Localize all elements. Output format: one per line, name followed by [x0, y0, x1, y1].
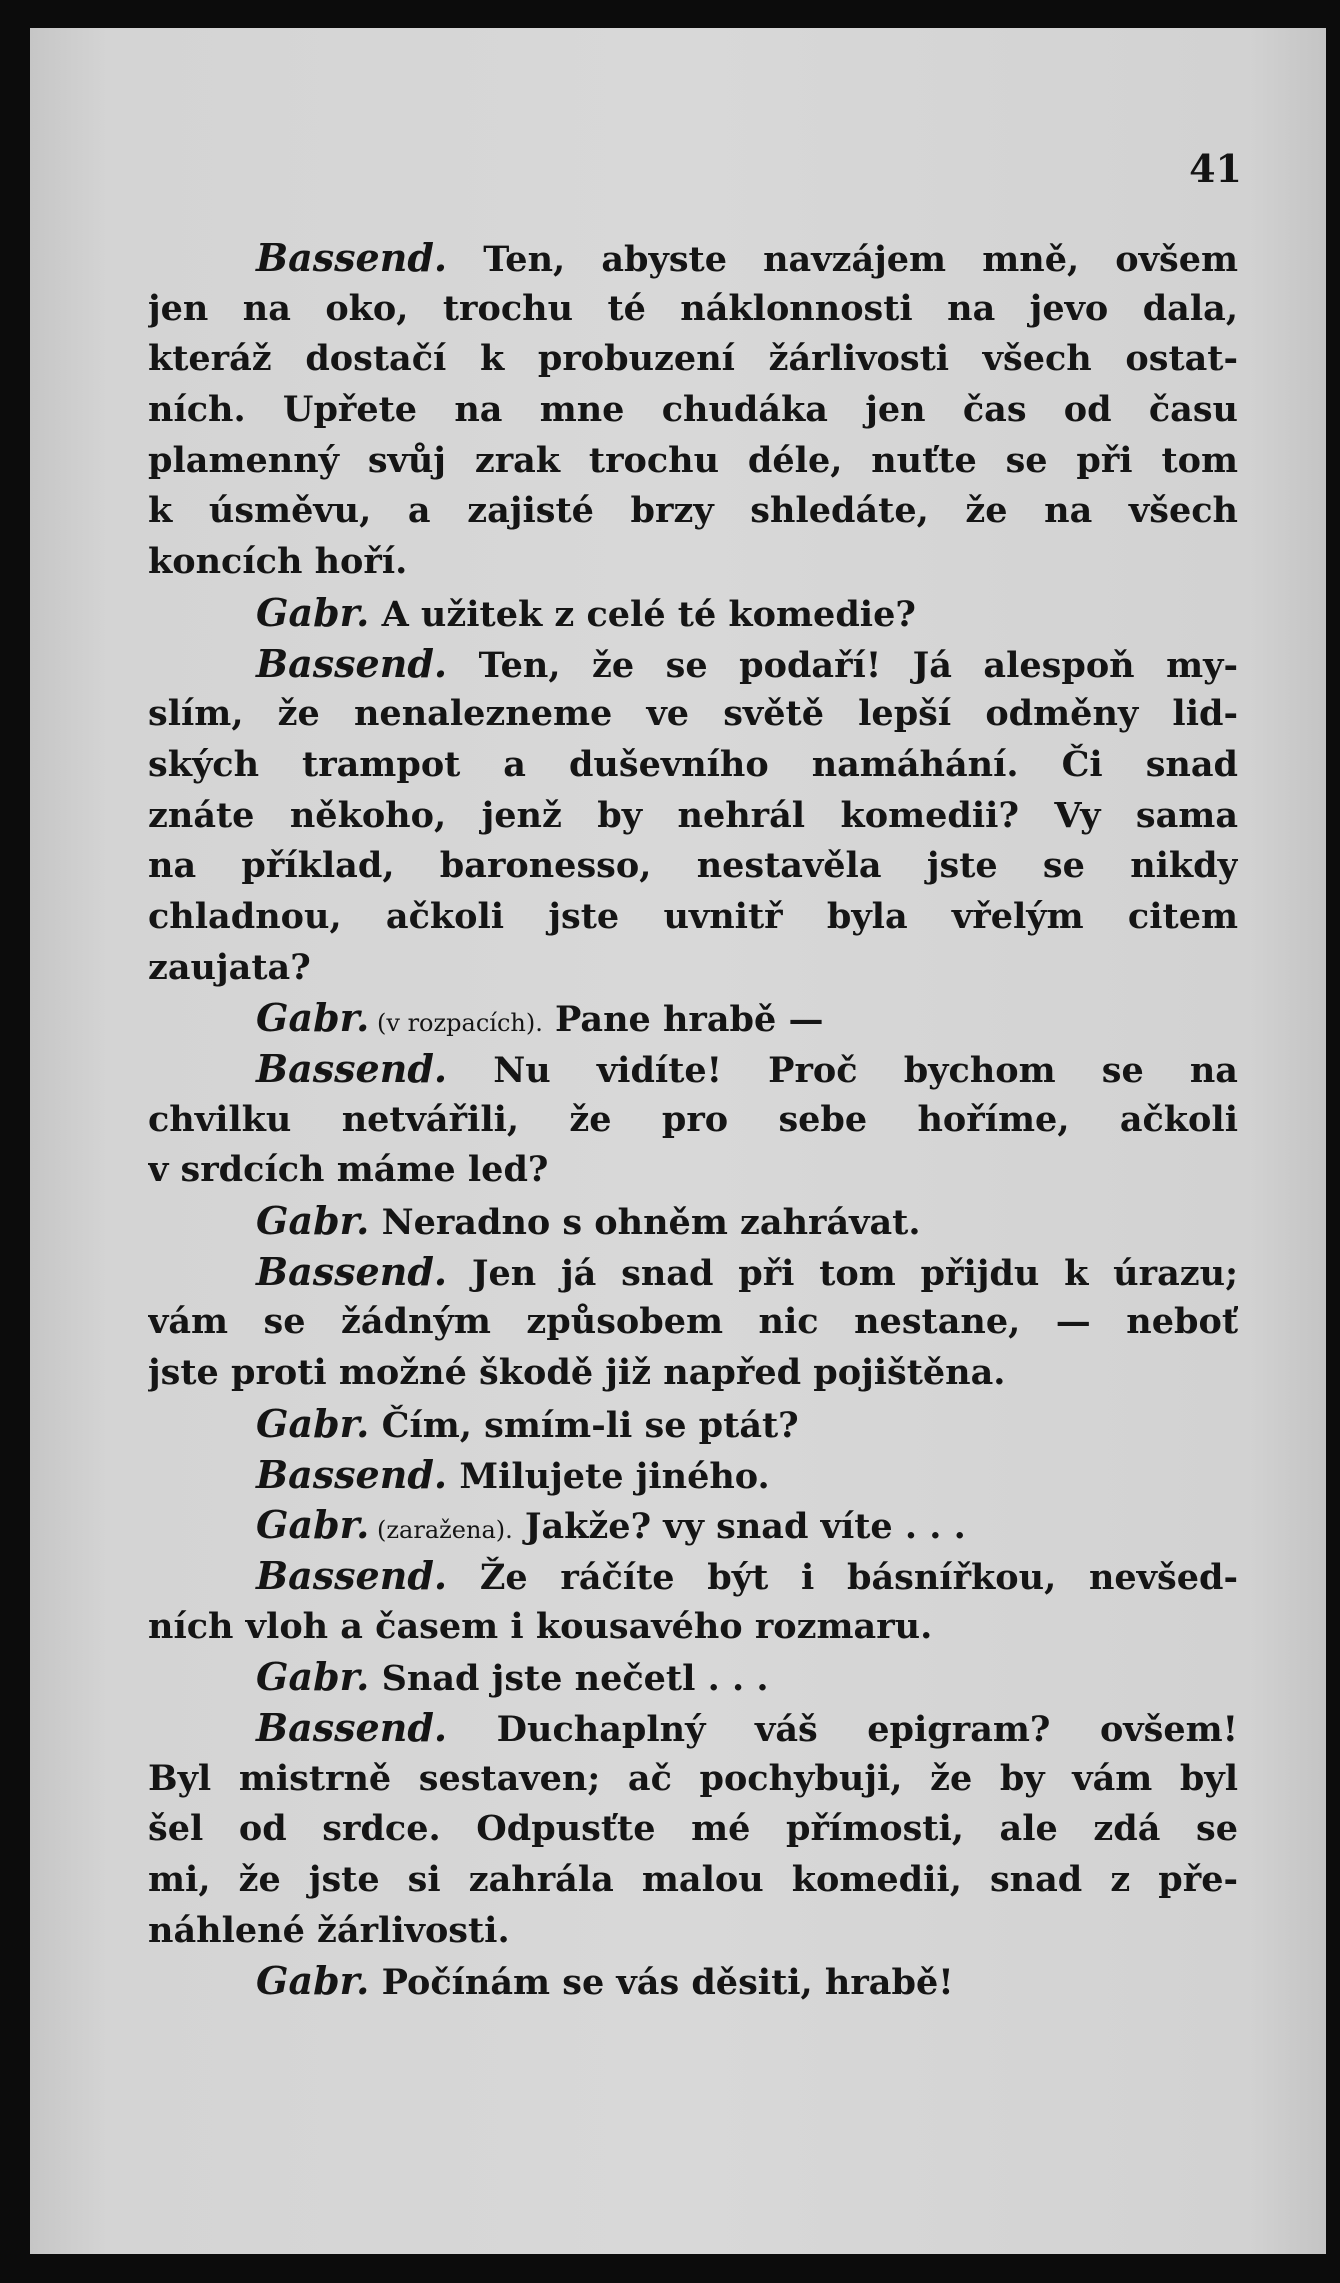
page-number: 41 [1189, 146, 1242, 191]
text-line [148, 1602, 1238, 1653]
speech-line [148, 1652, 1238, 1703]
line-text: Jakže? vy snad víte . . . [512, 1506, 966, 1548]
line-text: Že ráčíte být i básnířkou, nevšed- [447, 1556, 1238, 1598]
speaker-name: Gabr. [256, 1400, 370, 1446]
line-text: na příklad, baronesso, nestavěla jste se nikdy [148, 845, 1238, 887]
line-text: mi, že jste si zahrála malou komedii, snad z pře- [148, 1859, 1238, 1900]
line-text: Ten, že se podaří! Já alespoň my- [447, 644, 1238, 686]
line-text: ských trampot a duševního namáhání. Či snad [148, 743, 1238, 785]
speaker-name: Gabr. [256, 995, 370, 1041]
line-text: náhlené žárlivosti. [148, 1909, 510, 1951]
speaker-name: Gabr. [256, 1654, 370, 1700]
line-text: jen na oko, trochu té náklonnosti na jevo dala, [148, 287, 1238, 329]
line-text: zaujata? [148, 946, 311, 988]
text-line [148, 1754, 1238, 1805]
line-text: plamenný svůj zrak trochu déle, nuťte se při tom [148, 439, 1238, 481]
line-text: Snad jste nečetl . . . [369, 1658, 769, 1700]
speaker-name: Gabr. [256, 1958, 370, 2004]
speech-line [148, 1500, 1238, 1551]
line-text: chvilku netvářili, že pro sebe hoříme, ačkoli [148, 1098, 1238, 1140]
text-line [148, 791, 1238, 842]
speaker-name: Bassend. [256, 1046, 448, 1091]
speaker-name: Bassend. [256, 1248, 448, 1294]
speaker-name: Bassend. [256, 1451, 448, 1497]
line-text: Jen já snad při tom přijdu k úrazu; [447, 1252, 1238, 1294]
text-line [148, 1297, 1238, 1348]
speaker-name: Bassend. [256, 1704, 448, 1750]
line-text: koncích hoří. [148, 541, 408, 583]
line-text: v srdcích máme led? [148, 1149, 549, 1191]
line-text: Čím, smím-li se ptát? [369, 1404, 799, 1446]
text-line [148, 385, 1238, 436]
line-text: Ten, abyste navzájem mně, ovšem [447, 239, 1238, 280]
speech-line [148, 1551, 1238, 1602]
line-text: k úsměvu, a zajisté brzy shledáte, že na všech [148, 490, 1238, 532]
text-line [148, 1095, 1238, 1146]
speaker-name: Gabr. [256, 589, 370, 635]
speech-line [148, 1196, 1238, 1247]
stage-direction: (zaražena). [369, 1516, 513, 1545]
text-line [148, 1145, 1238, 1196]
speech-line [148, 1247, 1238, 1298]
dialogue-text [148, 233, 1238, 2007]
text-line [148, 284, 1238, 335]
line-text: jste proti možné škodě již napřed pojištěna. [148, 1352, 1006, 1394]
speech-line [148, 233, 1238, 284]
line-text: A užitek z celé té komedie? [369, 593, 916, 635]
text-line [148, 892, 1238, 943]
line-text: Nu vidíte! Proč bychom se na [447, 1050, 1238, 1091]
speech-line [148, 993, 1238, 1044]
text-line [148, 943, 1238, 994]
line-text: Počínám se vás děsiti, hrabě! [369, 1962, 954, 2004]
text-line [148, 1906, 1238, 1957]
line-text: znáte někoho, jenž by nehrál komedii? Vy sama [148, 794, 1238, 836]
line-text: Pane hrabě — [542, 999, 824, 1041]
text-line [148, 486, 1238, 537]
speech-line [148, 1044, 1238, 1095]
book-page [30, 28, 1326, 2254]
text-line [148, 537, 1238, 588]
text-line [148, 1804, 1238, 1855]
speaker-name: Gabr. [256, 1502, 370, 1548]
speaker-name: Gabr. [256, 1198, 370, 1244]
speech-line [148, 1450, 1238, 1501]
speech-line [148, 639, 1238, 690]
speaker-name: Bassend. [256, 1552, 448, 1598]
text-line [148, 334, 1238, 385]
line-text: ních vloh a časem i kousavého rozmaru. [148, 1605, 933, 1647]
line-text: Duchaplný váš epigram? ovšem! [447, 1708, 1238, 1750]
speech-line [148, 588, 1238, 639]
speaker-name: Bassend. [256, 640, 448, 686]
speech-line [148, 1956, 1238, 2007]
text-line [148, 740, 1238, 791]
line-text: šel od srdce. Odpusťte mé přímosti, ale zdá se [148, 1808, 1238, 1850]
text-line [148, 436, 1238, 487]
text-line [148, 1855, 1238, 1906]
line-text: Milujete jiného. [447, 1455, 770, 1497]
line-text: slím, že nenalezneme ve světě lepší odměny lid- [148, 693, 1238, 735]
speech-line [148, 1703, 1238, 1754]
speech-line [148, 1399, 1238, 1450]
line-text: chladnou, ačkoli jste uvnitř byla vřelým citem [148, 895, 1238, 937]
stage-direction: (v rozpacích). [369, 1009, 543, 1038]
line-text: Byl mistrně sestaven; ač pochybuji, že by vám byl [148, 1757, 1238, 1799]
text-line [148, 689, 1238, 740]
speaker-name: Bassend. [256, 235, 448, 280]
line-text: ních. Upřete na mne chudáka jen čas od času [148, 389, 1238, 431]
line-text: Neradno s ohněm zahrávat. [369, 1202, 921, 1244]
line-text: kteráž dostačí k probuzení žárlivosti všech ostat- [148, 338, 1238, 380]
text-line [148, 841, 1238, 892]
line-text: vám se žádným způsobem nic nestane, — neboť [148, 1301, 1238, 1343]
text-line [148, 1348, 1238, 1399]
